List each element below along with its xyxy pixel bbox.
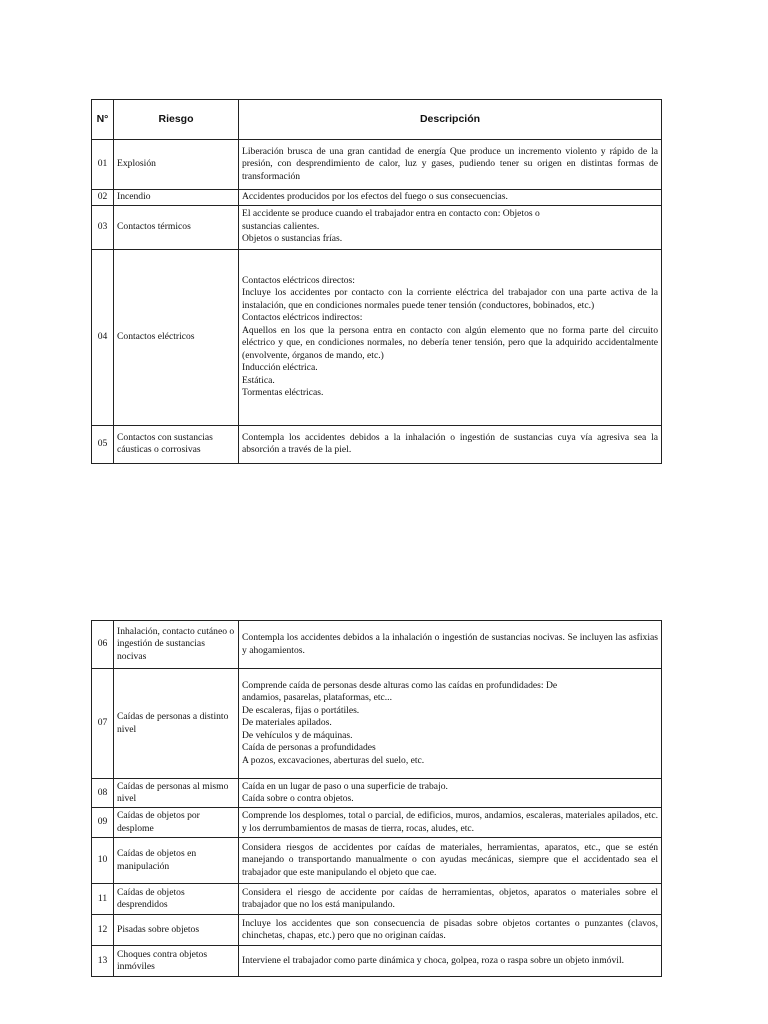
risk-name: Caídas de objetos en manipulación [114,838,239,884]
risk-number: 10 [92,838,114,884]
risk-number: 11 [92,884,114,915]
table-row [92,249,662,425]
risk-description: Comprende los desplomes, total o parcial, de edificios, muros, andamios, escaleras, materiales apilados, etc. y los derrumbamientos de masas de tierra, rocas, aludes, etc. [239,808,662,838]
risk-table-2 [91,620,662,977]
risk-description: Caída en un lugar de paso o una superficie de trabajo. Caída sobre o contra objetos. [239,779,662,808]
table-row [92,808,662,838]
table-row [92,425,662,463]
risk-name: Caídas de objetos por desplome [114,808,239,838]
risk-description: Accidentes producidos por los efectos del fuego o sus consecuencias. [239,190,662,206]
table-row [92,915,662,946]
header-num: N° [92,100,114,140]
risk-description: Considera riesgos de accidentes por caídas de materiales, herramientas, aparatos, etc., que se estén manejando o transportando manualmente o con ayudas mecánicas, siempre que el accidentado sea el trabajador que este manipulando el objeto que cae. [239,838,662,884]
risk-table-1 [91,99,662,464]
table-row [92,884,662,915]
table-row [92,838,662,884]
risk-number: 04 [92,249,114,425]
risk-number: 02 [92,190,114,206]
risk-description: Contempla los accidentes debidos a la inhalación o ingestión de sustancias cuya vía agresiva sea la absorción a través de la piel. [239,425,662,463]
risk-name: Pisadas sobre objetos [114,915,239,946]
risk-number: 13 [92,946,114,977]
risk-name: Incendio [114,190,239,206]
risk-number: 09 [92,808,114,838]
risk-description: Considera el riesgo de accidente por caídas de herramientas, objetos, aparatos o materiales sobre el trabajador que no los está manipulando. [239,884,662,915]
header-riesgo: Riesgo [114,100,239,140]
risk-description: Interviene el trabajador como parte dinámica y choca, golpea, roza o raspa sobre un objeto inmóvil. [239,946,662,977]
risk-name: Caídas de personas al mismo nivel [114,779,239,808]
risk-description: Contactos eléctricos directos: Incluye los accidentes por contacto con la corriente eléctrica del trabajador con una parte activa de la instalación, que en condiciones normales puede tener tensión (conductores, bobinados, etc.) Contactos eléctricos indirectos: Aquellos en los que la persona entra en contacto con algún elemento que no forma parte del circuito eléctrico y que, en condiciones normales, no debería tener tensión, pero que la adquirido accidentalmente (envolvente, órganos de mando, etc.) Inducción eléctrica. Estática. Tormentas eléctricas. [239,249,662,425]
table-row [92,205,662,249]
risk-name: Choques contra objetos inmóviles [114,946,239,977]
risk-name: Contactos eléctricos [114,249,239,425]
risk-description: El accidente se produce cuando el trabajador entra en contacto con: Objetos o sustancias calientes. Objetos o sustancias frías. [239,205,662,249]
risk-description: Liberación brusca de una gran cantidad de energía Que produce un incremento violento y rápido de la presión, con desprendimiento de calor, luz y gases, pudiendo tener su origen en distintas formas de transformación [239,140,662,190]
risk-number: 01 [92,140,114,190]
table-header-row [92,100,662,140]
risk-number: 12 [92,915,114,946]
risk-name: Inhalación, contacto cutáneo o ingestión de sustancias nocivas [114,621,239,669]
risk-description: Comprende caída de personas desde alturas como las caídas en profundidades: De andamios, pasarelas, plataformas, etc... De escaleras, fijas o portátiles. De materiales apilados. De vehículos y de máquinas. Caída de personas a profundidades A pozos, excavaciones, aberturas del suelo, etc. [239,669,662,779]
risk-number: 06 [92,621,114,669]
table-row [92,140,662,190]
risk-name: Caídas de objetos desprendidos [114,884,239,915]
risk-name: Contactos térmicos [114,205,239,249]
risk-number: 08 [92,779,114,808]
risk-name: Explosión [114,140,239,190]
risk-number: 03 [92,205,114,249]
table-row [92,621,662,669]
table-row [92,946,662,977]
risk-number: 05 [92,425,114,463]
risk-name: Caídas de personas a distinto nivel [114,669,239,779]
risk-description: Contempla los accidentes debidos a la inhalación o ingestión de sustancias nocivas. Se incluyen las asfixias y ahogamientos. [239,621,662,669]
risk-name: Contactos con sustancias cáusticas o corrosivas [114,425,239,463]
table-row [92,779,662,808]
table-row [92,669,662,779]
table-row [92,190,662,206]
risk-number: 07 [92,669,114,779]
risk-description: Incluye los accidentes que son consecuencia de pisadas sobre objetos cortantes o punzantes (clavos, chinchetas, chapas, etc.) pero que no originan caídas. [239,915,662,946]
header-descripcion: Descripción [239,100,662,140]
